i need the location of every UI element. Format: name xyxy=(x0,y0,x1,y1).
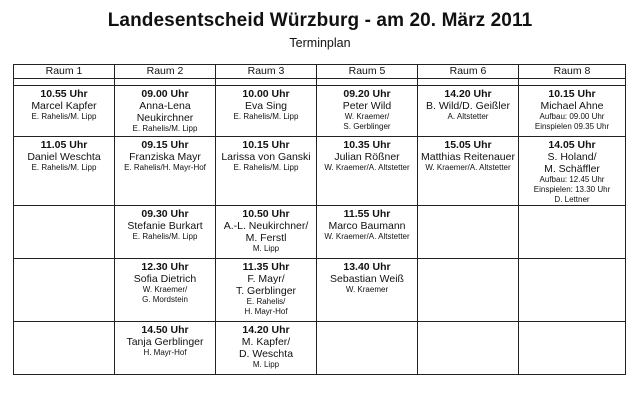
performer-name: Marco Baumann xyxy=(328,220,406,232)
performer-name: Sofia Dietrich xyxy=(133,273,197,285)
appointment-note: E. Rahelis/M. Lipp xyxy=(31,112,97,121)
schedule-cell xyxy=(317,322,418,375)
appointment xyxy=(216,206,316,254)
appointment-time: 11.35 Uhr xyxy=(242,261,290,273)
appointment-note: E. Rahelis/M. Lipp xyxy=(31,163,97,172)
room-header: Raum 3 xyxy=(216,65,317,79)
appointment-note: Einspielen 09.35 Uhr xyxy=(534,122,610,131)
appointment-note: H. Mayr-Hof xyxy=(244,307,288,316)
appointment-time: 09.30 Uhr xyxy=(141,208,189,220)
appointment xyxy=(115,322,215,358)
schedule-cell xyxy=(14,206,115,259)
schedule-cell xyxy=(519,259,626,322)
performer-name: Eva Sing xyxy=(244,100,288,112)
appointment-time: 09.00 Uhr xyxy=(141,88,189,100)
appointment-note: W. Kraemer xyxy=(345,285,389,294)
appointment xyxy=(14,86,114,122)
appointment-time: 14.05 Uhr xyxy=(548,139,596,151)
schedule-cell xyxy=(115,206,216,259)
room-header-row xyxy=(14,65,626,79)
appointment-time: 09.20 Uhr xyxy=(343,88,391,100)
performer-name: Daniel Weschta xyxy=(27,151,101,163)
appointment-time: 14.20 Uhr xyxy=(242,324,290,336)
appointment xyxy=(216,137,316,173)
appointment-note: M. Lipp xyxy=(252,360,280,369)
room-header: Raum 1 xyxy=(14,65,115,79)
schedule-cell xyxy=(317,86,418,137)
appointment-time: 14.50 Uhr xyxy=(141,324,189,336)
appointment-note: W. Kraemer/ xyxy=(142,285,188,294)
appointment-note: G. Mordstein xyxy=(142,295,188,304)
appointment-time: 10.55 Uhr xyxy=(40,88,88,100)
appointment-note: A. Altstetter xyxy=(447,112,489,121)
schedule-cell xyxy=(115,137,216,206)
appointment xyxy=(115,259,215,305)
appointment-note: E. Rahelis/M. Lipp xyxy=(132,124,198,133)
performer-name: M. Kapfer/ xyxy=(241,336,291,348)
schedule-cell xyxy=(519,137,626,206)
performer-name: M. Schäffler xyxy=(544,163,600,175)
appointment xyxy=(317,86,417,132)
schedule-cell xyxy=(14,259,115,322)
appointment-note: E. Rahelis/ xyxy=(246,297,286,306)
schedule-cell xyxy=(14,86,115,137)
performer-name: Larissa von Ganski xyxy=(221,151,311,163)
appointment-note: E. Rahelis/H. Mayr-Hof xyxy=(124,163,206,172)
appointment xyxy=(317,137,417,173)
appointment xyxy=(216,322,316,370)
performer-name: Matthias Reitenauer xyxy=(421,151,515,163)
schedule-cell xyxy=(418,206,519,259)
schedule-row xyxy=(14,322,626,375)
schedule-row xyxy=(14,86,626,137)
performer-name: B. Wild/D. Geißler xyxy=(425,100,510,112)
schedule-cell xyxy=(14,322,115,375)
performer-name: F. Mayr/ xyxy=(247,273,285,285)
performer-name: Neukirchner xyxy=(136,112,194,124)
appointment-note: D. Lettner xyxy=(554,195,590,204)
appointment xyxy=(115,86,215,134)
appointment xyxy=(14,137,114,173)
schedule-cell xyxy=(418,137,519,206)
schedule-cell xyxy=(519,206,626,259)
appointment-note: Aufbau: 09.00 Uhr xyxy=(539,112,605,121)
performer-name: Peter Wild xyxy=(342,100,392,112)
appointment-note: W. Kraemer/ xyxy=(344,112,390,121)
schedule-cell xyxy=(418,259,519,322)
appointment-time: 11.55 Uhr xyxy=(343,208,391,220)
appointment-time: 10.35 Uhr xyxy=(343,139,391,151)
spacer-row xyxy=(14,79,626,86)
performer-name: D. Weschta xyxy=(238,348,294,360)
schedule-cell xyxy=(115,86,216,137)
schedule-table xyxy=(13,64,626,375)
appointment-note: M. Lipp xyxy=(252,244,280,253)
appointment-note: E. Rahelis/M. Lipp xyxy=(132,232,198,241)
performer-name: T. Gerblinger xyxy=(235,285,297,297)
room-header: Raum 6 xyxy=(418,65,519,79)
performer-name: Julian Rößner xyxy=(334,151,400,163)
appointment-note: W. Kraemer/A. Altstetter xyxy=(425,163,511,172)
schedule-cell xyxy=(216,259,317,322)
appointment-note: W. Kraemer/A. Altstetter xyxy=(324,163,410,172)
appointment-time: 10.15 Uhr xyxy=(242,139,290,151)
schedule-cell xyxy=(216,206,317,259)
appointment xyxy=(115,206,215,242)
appointment-time: 10.00 Uhr xyxy=(242,88,290,100)
schedule-cell xyxy=(519,322,626,375)
appointment-time: 14.20 Uhr xyxy=(444,88,492,100)
schedule-cell xyxy=(317,259,418,322)
performer-name: Sebastian Weiß xyxy=(330,273,404,285)
schedule-cell xyxy=(418,86,519,137)
appointment-time: 10.15 Uhr xyxy=(548,88,596,100)
schedule-cell xyxy=(115,322,216,375)
schedule-row xyxy=(14,259,626,322)
room-header: Raum 2 xyxy=(115,65,216,79)
appointment xyxy=(519,137,625,205)
schedule-cell xyxy=(418,322,519,375)
schedule-cell xyxy=(115,259,216,322)
appointment-note: W. Kraemer/A. Altstetter xyxy=(324,232,410,241)
document-title: Landesentscheid Würzburg - am 20. März 2011 xyxy=(107,10,533,31)
room-header: Raum 8 xyxy=(519,65,626,79)
appointment-note: Aufbau: 12.45 Uhr xyxy=(539,175,605,184)
schedule-cell xyxy=(14,137,115,206)
appointment xyxy=(115,137,215,173)
schedule-cell xyxy=(216,137,317,206)
appointment-time: 09.15 Uhr xyxy=(141,139,189,151)
appointment xyxy=(418,86,518,122)
appointment-note: E. Rahelis/M. Lipp xyxy=(233,163,299,172)
schedule-cell xyxy=(317,137,418,206)
appointment-time: 10.50 Uhr xyxy=(242,208,290,220)
performer-name: Tanja Gerblinger xyxy=(126,336,204,348)
appointment-note: Einspielen: 13.30 Uhr xyxy=(533,185,611,194)
performer-name: Michael Ahne xyxy=(540,100,604,112)
appointment-time: 12.30 Uhr xyxy=(141,261,189,273)
appointment-note: S. Gerblinger xyxy=(343,122,391,131)
performer-name: Marcel Kapfer xyxy=(31,100,97,112)
performer-name: S. Holand/ xyxy=(547,151,597,163)
schedule-cell xyxy=(317,206,418,259)
room-header: Raum 5 xyxy=(317,65,418,79)
performer-name: Stefanie Burkart xyxy=(127,220,203,232)
appointment-time: 13.40 Uhr xyxy=(343,261,391,273)
performer-name: M. Ferstl xyxy=(245,232,287,244)
appointment xyxy=(317,259,417,295)
appointment-time: 15.05 Uhr xyxy=(444,139,492,151)
performer-name: A.-L. Neukirchner/ xyxy=(223,220,309,232)
appointment-time: 11.05 Uhr xyxy=(40,139,88,151)
appointment xyxy=(216,259,316,317)
appointment xyxy=(317,206,417,242)
schedule-cell xyxy=(519,86,626,137)
schedule-cell xyxy=(216,322,317,375)
appointment-note: E. Rahelis/M. Lipp xyxy=(233,112,299,121)
appointment xyxy=(519,86,625,132)
performer-name: Anna-Lena xyxy=(139,100,191,112)
schedule-cell xyxy=(216,86,317,137)
schedule-row xyxy=(14,137,626,206)
schedule-row xyxy=(14,206,626,259)
appointment-note: H. Mayr-Hof xyxy=(143,348,187,357)
appointment xyxy=(418,137,518,173)
document-subtitle: Terminplan xyxy=(289,36,351,50)
performer-name: Franziska Mayr xyxy=(129,151,201,163)
appointment xyxy=(216,86,316,122)
